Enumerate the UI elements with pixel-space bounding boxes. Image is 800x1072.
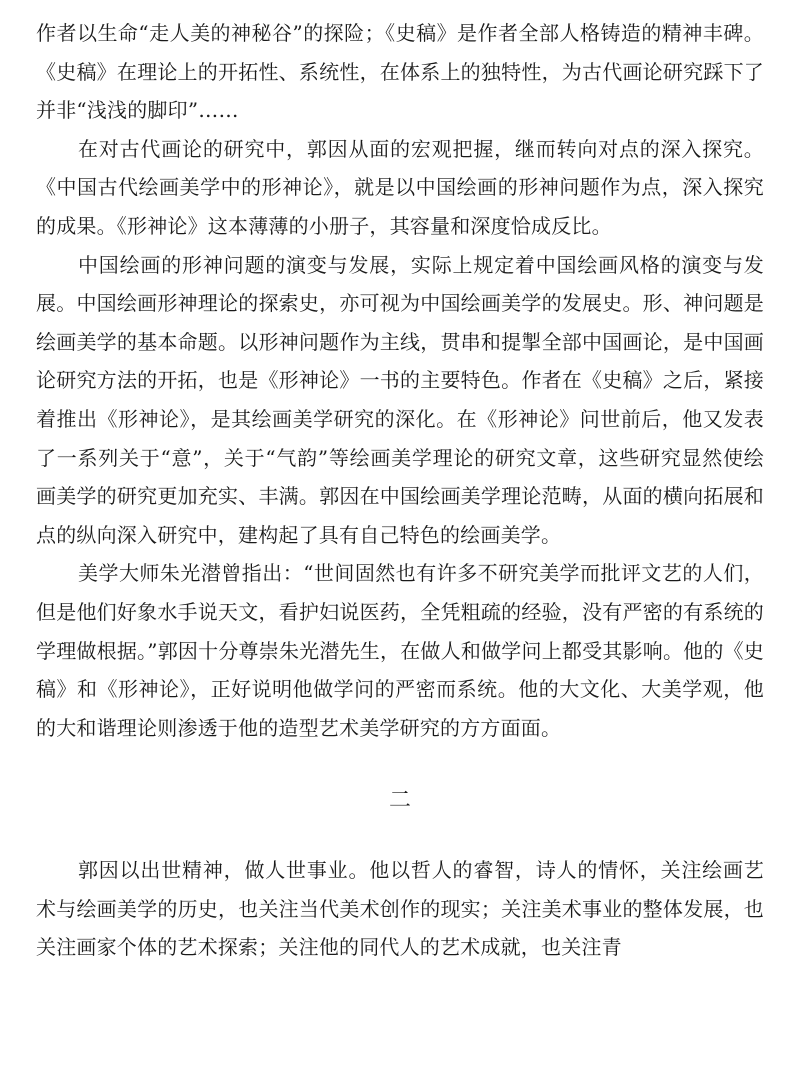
paragraph-1: 作者以生命“走人美的神秘谷”的探险；《史稿》是作者全部人格铸造的精神丰碑。《史稿》在理论上的开拓性、系统性，在体系上的独特性，为古代画论研究踩下了并非“浅浅的脚印”…… [36,21,764,123]
paragraph-2: 在对古代画论的研究中，郭因从面的宏观把握，继而转向对点的深入探究。《中国古代绘画美学中的形神论》，就是以中国绘画的形神问题作为点，深入探究的成果。《形神论》这本薄薄的小册子，其容量和深度恰成反比。 [36,136,764,238]
paragraph-3: 中国绘画的形神问题的演变与发展，实际上规定着中国绘画风格的演变与发展。中国绘画形神理论的探索史，亦可视为中国绘画美学的发展史。形、神问题是绘画美学的基本命题。以形神问题作为主线，贯串和提掣全部中国画论，是中国画论研究方法的开拓，也是《形神论》一书的主要特色。作者在《史稿》之后，紧接着推出《形神论》，是其绘画美学研究的深化。在《形神论》问世前后，他又发表了一系列关于“意”，关于“气韵”等绘画美学理论的研究文章，这些研究显然使绘画美学的研究更加充实、丰满。郭因在中国绘画美学理论范畴，从面的横向拓展和点的纵向深入研究中，建构起了具有自己特色的绘画美学。 [36,252,764,547]
document-page [36,14,764,967]
paragraph-4: 美学大师朱光潜曾指出：“世间固然也有许多不研究美学而批评文艺的人们，但是他们好象水手说天文，看护妇说医药，全凭粗疏的经验，没有严密的有系统的学理做根据。”郭因十分尊崇朱光潜先生，在做人和做学问上都受其影响。他的《史稿》和《形神论》，正好说明他做学问的严密而系统。他的大文化、大美学观，他的大和谐理论则渗透于他的造型艺术美学研究的方方面面。 [36,561,764,740]
section-heading: 二 [388,788,411,814]
paragraph-5: 郭因以出世精神，做人世事业。他以哲人的睿智，诗人的情怀，关注绘画艺术与绘画美学的历史，也关注当代美术创作的现实；关注美术事业的整体发展，也关注画家个体的艺术探索；关注他的同代人的艺术成就，也关注青 [36,858,764,960]
